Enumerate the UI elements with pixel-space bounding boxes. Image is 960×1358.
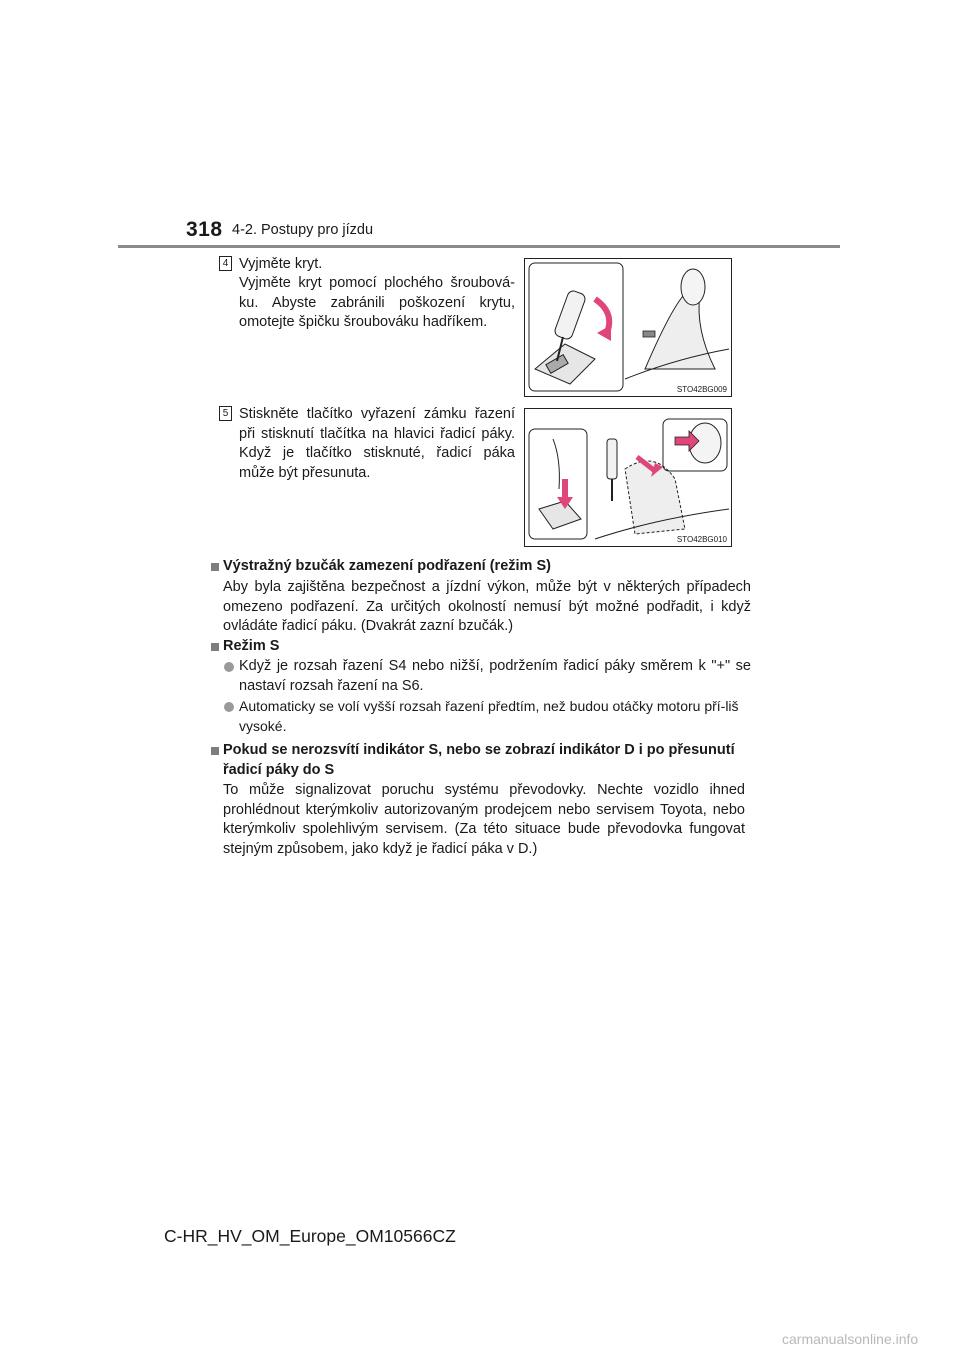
section-bullet bbox=[211, 643, 219, 651]
document-id: C-HR_HV_OM_Europe_OM10566CZ bbox=[164, 1226, 456, 1246]
cover-removal-illustration bbox=[525, 259, 731, 396]
section-bullet bbox=[211, 747, 219, 755]
section-3-heading: Pokud se nerozsvítí indikátor S, nebo se zobrazí indikátor D i po přesunutí řadicí páky do S bbox=[223, 742, 735, 778]
header-rule bbox=[118, 245, 840, 248]
step-4-figure-code: STO42BG009 bbox=[676, 385, 727, 394]
step-5-figure bbox=[524, 408, 732, 547]
step-4-badge: 4 bbox=[219, 256, 232, 271]
watermark[interactable]: carmanualsonline.info bbox=[782, 1331, 919, 1347]
page-number: 318 bbox=[186, 218, 223, 241]
section-1-body: Aby byla zajištěna bezpečnost a jízdní výkon, může být v některých případech omezeno podřazení. Za určitých okolností nemusí být možné podřadit, i když ovládáte řadicí páku. (Dvakrát zazní bzučák.) bbox=[223, 579, 751, 634]
section-2-bullet-2: Automaticky se volí vyšší rozsah řazení předtím, než budou otáčky motoru pří-liš vysoké. bbox=[239, 698, 739, 734]
list-bullet bbox=[224, 702, 234, 712]
section-title: 4-2. Postupy pro jízdu bbox=[232, 222, 374, 238]
section-3-body: To může signalizovat poruchu systému převodovky. Nechte vozidlo ihned prohlédnout kterýmkoliv autorizovaným prodejcem nebo servisem Toyota, nebo kterýmkoliv spolehlivým servisem. (Za této situace bude převodovka fungovat stejným způsobem, jako když je řadicí páka v D.) bbox=[223, 782, 745, 857]
section-2-bullet-1: Když je rozsah řazení S4 nebo nižší, podržením řadicí páky směrem k "+" se nastaví rozsah řazení na S6. bbox=[239, 658, 751, 694]
step-5-figure-code: STO42BG010 bbox=[676, 535, 727, 544]
section-2-heading: Režim S bbox=[223, 638, 280, 654]
step-5-text: Stiskněte tlačítko vyřazení zámku řazení při stisknutí tlačítka na hlavici řadicí páky. Když je tlačítko stisknuté, řadicí páka může být přesunuta. bbox=[239, 406, 515, 481]
section-bullet bbox=[211, 563, 219, 571]
section-1-heading: Výstražný bzučák zamezení podřazení (režim S) bbox=[223, 558, 551, 574]
step-4-title: Vyjměte kryt. bbox=[239, 256, 323, 272]
shift-lock-release-illustration bbox=[525, 409, 731, 546]
step-4-figure bbox=[524, 258, 732, 397]
step-5-badge: 5 bbox=[219, 406, 232, 421]
list-bullet bbox=[224, 662, 234, 672]
step-4-text: Vyjměte kryt pomocí plochého šroubová-ku. Abyste zabránili poškození krytu, omotejte špičku šroubováku hadříkem. bbox=[239, 275, 515, 330]
